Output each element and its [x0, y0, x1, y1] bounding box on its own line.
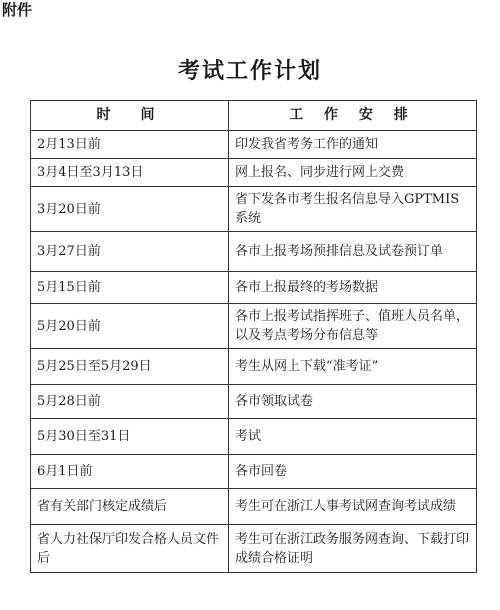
header-task: 工 作 安 排 [229, 101, 477, 131]
row-time: 5月20日前 [31, 304, 229, 349]
row-task: 各市上报最终的考场数据 [229, 272, 477, 304]
row-time: 5月15日前 [31, 272, 229, 304]
table-row [31, 489, 477, 525]
row-task: 考生从网上下载“准考证” [229, 349, 477, 385]
table-row [31, 131, 477, 159]
table-row [31, 385, 477, 419]
row-time: 省人力社保厅印发合格人员文件后 [31, 525, 229, 573]
schedule-table [30, 100, 477, 573]
row-task: 考生可在浙江人事考试网查询考试成绩 [229, 489, 477, 525]
row-task: 考试 [229, 419, 477, 455]
row-task: 省下发各市考生报名信息导入GPTMIS系统 [229, 187, 477, 232]
table-row [31, 419, 477, 455]
table-row [31, 525, 477, 573]
row-time: 省有关部门核定成绩后 [31, 489, 229, 525]
row-task: 各市上报考试指挥班子、值班人员名单，以及考点考场分布信息等 [229, 304, 477, 349]
header-time: 时 间 [31, 101, 229, 131]
row-time: 2月13日前 [31, 131, 229, 159]
table-row [31, 159, 477, 187]
row-time: 6月1日前 [31, 455, 229, 489]
row-time: 5月30日至31日 [31, 419, 229, 455]
row-task: 各市领取试卷 [229, 385, 477, 419]
table-header-row [31, 101, 477, 131]
row-time: 3月27日前 [31, 232, 229, 272]
table-row [31, 232, 477, 272]
row-task: 各市上报考场预排信息及试卷预订单 [229, 232, 477, 272]
row-time: 3月20日前 [31, 187, 229, 232]
table-row [31, 272, 477, 304]
page-title: 考试工作计划 [177, 58, 322, 84]
row-task: 印发我省考务工作的通知 [229, 131, 477, 159]
attachment-label: 附件 [2, 1, 33, 19]
table-row [31, 455, 477, 489]
row-time: 5月28日前 [31, 385, 229, 419]
row-task: 考生可在浙江政务服务网查询、下载打印成绩合格证明 [229, 525, 477, 573]
row-task: 各市回卷 [229, 455, 477, 489]
row-task: 网上报名、同步进行网上交费 [229, 159, 477, 187]
row-time: 3月4日至3月13日 [31, 159, 229, 187]
table-row [31, 304, 477, 349]
table-row [31, 349, 477, 385]
row-time: 5月25日至5月29日 [31, 349, 229, 385]
table-row [31, 187, 477, 232]
